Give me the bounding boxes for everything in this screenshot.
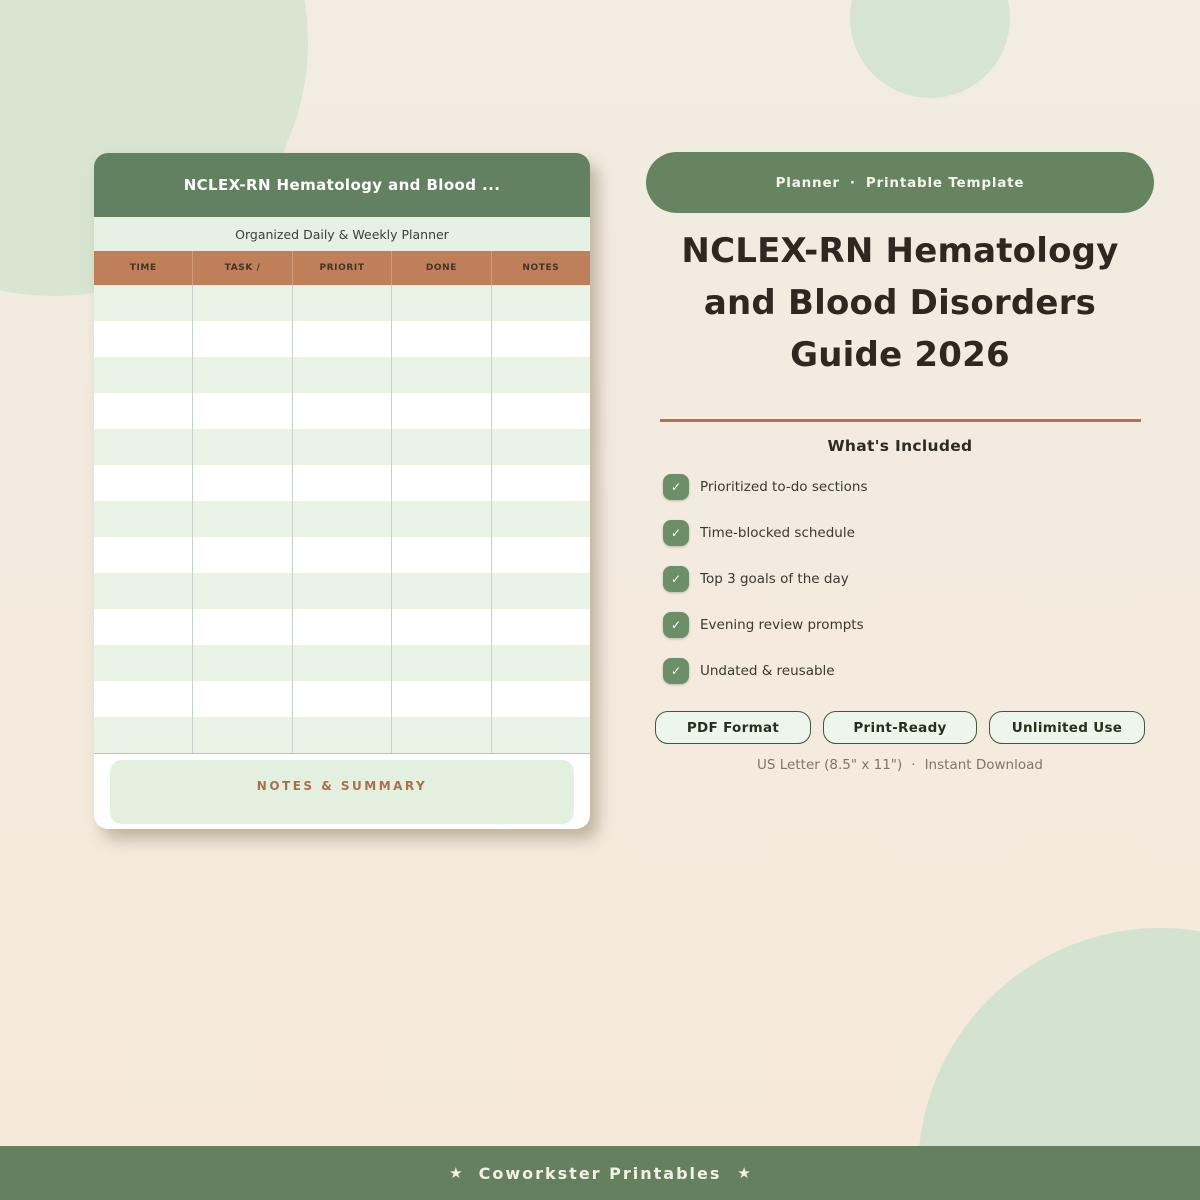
table-cell bbox=[193, 465, 292, 501]
table-cell bbox=[94, 573, 193, 609]
page-title-line: NCLEX-RN Hematology bbox=[681, 231, 1119, 271]
table-cell bbox=[492, 357, 590, 393]
table-cell bbox=[293, 285, 392, 321]
table-cell bbox=[94, 321, 193, 357]
table-cell bbox=[193, 609, 292, 645]
table-cell bbox=[293, 681, 392, 717]
table-row bbox=[94, 717, 590, 753]
table-cell bbox=[293, 501, 392, 537]
table-cell bbox=[492, 321, 590, 357]
table-cell bbox=[492, 609, 590, 645]
brand-footer bbox=[0, 1146, 1200, 1200]
table-row bbox=[94, 681, 590, 717]
table-cell bbox=[293, 321, 392, 357]
attribute-chip-row bbox=[640, 711, 1160, 744]
unlimited-use-button[interactable]: Unlimited Use bbox=[989, 711, 1145, 744]
table-row bbox=[94, 465, 590, 501]
planner-card-subtitle: Organized Daily & Weekly Planner bbox=[94, 217, 590, 251]
paper-size-label: US Letter (8.5" x 11") bbox=[757, 757, 903, 773]
table-cell bbox=[392, 537, 491, 573]
planner-table-header-row bbox=[94, 251, 590, 285]
table-cell bbox=[94, 285, 193, 321]
feature-item bbox=[663, 658, 1160, 684]
table-cell bbox=[193, 357, 292, 393]
feature-label: Time-blocked schedule bbox=[700, 525, 855, 541]
table-cell bbox=[94, 717, 193, 753]
table-cell bbox=[94, 501, 193, 537]
table-cell bbox=[392, 465, 491, 501]
table-cell bbox=[392, 681, 491, 717]
table-cell bbox=[492, 465, 590, 501]
table-cell bbox=[392, 573, 491, 609]
table-cell bbox=[193, 393, 292, 429]
feature-label: Evening review prompts bbox=[700, 617, 864, 633]
notes-summary-box bbox=[110, 760, 574, 824]
table-cell bbox=[94, 537, 193, 573]
brand-name: Coworkster Printables bbox=[478, 1163, 722, 1183]
column-header-priorit: PRIORIT bbox=[293, 251, 392, 285]
table-cell bbox=[293, 717, 392, 753]
feature-item bbox=[663, 612, 1160, 638]
product-details bbox=[640, 152, 1160, 773]
table-cell bbox=[193, 537, 292, 573]
page-title-line: Guide 2026 bbox=[790, 335, 1010, 375]
table-cell bbox=[492, 501, 590, 537]
table-cell bbox=[392, 717, 491, 753]
checkmark-icon: ✓ bbox=[663, 520, 689, 546]
table-cell bbox=[392, 501, 491, 537]
feature-list bbox=[640, 474, 1160, 684]
accent-divider bbox=[660, 419, 1141, 422]
planner-preview-card bbox=[94, 153, 590, 829]
feature-label: Top 3 goals of the day bbox=[700, 571, 849, 587]
table-cell bbox=[94, 393, 193, 429]
star-icon: ★ bbox=[737, 1164, 751, 1182]
table-cell bbox=[293, 393, 392, 429]
table-cell bbox=[492, 285, 590, 321]
table-cell bbox=[492, 537, 590, 573]
table-row bbox=[94, 609, 590, 645]
notes-summary-label: NOTES & SUMMARY bbox=[256, 779, 428, 793]
feature-item bbox=[663, 520, 1160, 546]
table-row bbox=[94, 501, 590, 537]
table-cell bbox=[492, 717, 590, 753]
whats-included-heading: What's Included bbox=[827, 437, 973, 455]
table-cell bbox=[94, 357, 193, 393]
table-cell bbox=[193, 573, 292, 609]
table-cell bbox=[392, 429, 491, 465]
table-cell bbox=[94, 645, 193, 681]
page-title bbox=[640, 225, 1160, 381]
badge-type-label: Printable Template bbox=[865, 174, 1025, 191]
table-cell bbox=[193, 429, 292, 465]
column-header-done: DONE bbox=[392, 251, 491, 285]
table-cell bbox=[193, 285, 292, 321]
table-cell bbox=[392, 321, 491, 357]
star-icon: ★ bbox=[449, 1164, 463, 1182]
table-cell bbox=[392, 609, 491, 645]
instant-download-label: Instant Download bbox=[924, 757, 1043, 773]
table-cell bbox=[94, 429, 193, 465]
badge-category-label: Planner bbox=[775, 174, 840, 191]
table-cell bbox=[94, 465, 193, 501]
checkmark-icon: ✓ bbox=[663, 566, 689, 592]
table-cell bbox=[392, 645, 491, 681]
table-cell bbox=[492, 681, 590, 717]
table-cell bbox=[94, 609, 193, 645]
feature-item bbox=[663, 474, 1160, 500]
decor-circle-top-right bbox=[850, 0, 1010, 98]
table-cell bbox=[492, 573, 590, 609]
table-cell bbox=[94, 681, 193, 717]
table-row bbox=[94, 429, 590, 465]
table-row bbox=[94, 537, 590, 573]
print-ready-button[interactable]: Print-Ready bbox=[823, 711, 977, 744]
table-cell bbox=[492, 393, 590, 429]
table-cell bbox=[392, 285, 491, 321]
planner-card-header bbox=[94, 153, 590, 217]
table-cell bbox=[193, 681, 292, 717]
page-title-line: and Blood Disorders bbox=[703, 283, 1097, 323]
checkmark-icon: ✓ bbox=[663, 658, 689, 684]
table-cell bbox=[392, 357, 491, 393]
footnote-separator-dot: · bbox=[911, 757, 916, 773]
feature-label: Prioritized to-do sections bbox=[700, 479, 868, 495]
format-footnote bbox=[640, 757, 1160, 773]
checkmark-icon: ✓ bbox=[663, 474, 689, 500]
table-cell bbox=[193, 645, 292, 681]
table-row bbox=[94, 393, 590, 429]
column-header-task: TASK / bbox=[193, 251, 292, 285]
table-row bbox=[94, 321, 590, 357]
table-cell bbox=[293, 573, 392, 609]
feature-item bbox=[663, 566, 1160, 592]
checkmark-icon: ✓ bbox=[663, 612, 689, 638]
badge-separator-dot: · bbox=[849, 174, 856, 191]
table-cell bbox=[293, 357, 392, 393]
table-cell bbox=[293, 609, 392, 645]
table-cell bbox=[293, 429, 392, 465]
table-cell bbox=[193, 501, 292, 537]
category-badge bbox=[646, 152, 1154, 213]
planner-card-title: NCLEX-RN Hematology and Blood ... bbox=[183, 176, 501, 194]
table-cell bbox=[492, 429, 590, 465]
table-row bbox=[94, 645, 590, 681]
column-header-notes: NOTES bbox=[522, 263, 560, 273]
column-header-time: TIME bbox=[94, 251, 193, 285]
table-cell bbox=[293, 645, 392, 681]
table-cell bbox=[293, 465, 392, 501]
table-cell bbox=[193, 321, 292, 357]
table-cell bbox=[492, 645, 590, 681]
table-row bbox=[94, 573, 590, 609]
table-row bbox=[94, 285, 590, 321]
table-row bbox=[94, 357, 590, 393]
table-cell bbox=[392, 393, 491, 429]
table-cell bbox=[193, 717, 292, 753]
pdf-format-button[interactable]: PDF Format bbox=[655, 711, 811, 744]
planner-table-body bbox=[94, 285, 590, 754]
feature-label: Undated & reusable bbox=[700, 663, 835, 679]
table-cell bbox=[293, 537, 392, 573]
